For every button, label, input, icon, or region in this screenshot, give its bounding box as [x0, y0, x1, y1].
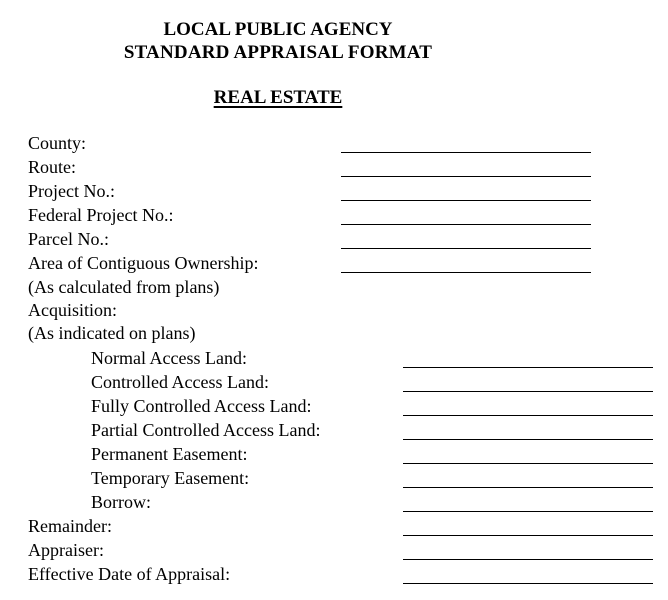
partial-controlled-label: Partial Controlled Access Land: — [91, 420, 321, 440]
federal-project-no-blank-line[interactable] — [341, 224, 591, 225]
permanent-easement-blank-line[interactable] — [403, 463, 653, 464]
normal-access-blank-line[interactable] — [403, 367, 653, 368]
parcel-no-blank-line[interactable] — [341, 248, 591, 249]
fully-controlled-label: Fully Controlled Access Land: — [91, 396, 312, 416]
section-title: REAL ESTATE — [213, 87, 343, 108]
area-contiguous-label: Area of Contiguous Ownership: — [28, 253, 259, 273]
area-note-label: (As calculated from plans) — [28, 277, 220, 297]
route-blank-line[interactable] — [341, 176, 591, 177]
temporary-easement-blank-line[interactable] — [403, 487, 653, 488]
parcel-no-label: Parcel No.: — [28, 229, 109, 249]
effective-date-label: Effective Date of Appraisal: — [28, 564, 231, 584]
project-no-blank-line[interactable] — [341, 200, 591, 201]
borrow-label: Borrow: — [91, 492, 151, 512]
project-no-label: Project No.: — [28, 181, 115, 201]
acquisition-note-label: (As indicated on plans) — [28, 323, 196, 343]
temporary-easement-label: Temporary Easement: — [91, 468, 250, 488]
route-label: Route: — [28, 157, 76, 177]
county-blank-line[interactable] — [341, 152, 591, 153]
controlled-access-label: Controlled Access Land: — [91, 372, 269, 392]
area-contiguous-blank-line[interactable] — [341, 272, 591, 273]
permanent-easement-label: Permanent Easement: — [91, 444, 248, 464]
acquisition-label: Acquisition: — [28, 300, 117, 320]
borrow-blank-line[interactable] — [403, 511, 653, 512]
appraiser-blank-line[interactable] — [403, 559, 653, 560]
partial-controlled-blank-line[interactable] — [403, 439, 653, 440]
county-label: County: — [28, 133, 87, 153]
effective-date-blank-line[interactable] — [403, 583, 653, 584]
remainder-label: Remainder: — [28, 516, 112, 536]
format-title: STANDARD APPRAISAL FORMAT — [123, 42, 433, 63]
federal-project-no-label: Federal Project No.: — [28, 205, 174, 225]
remainder-blank-line[interactable] — [403, 535, 653, 536]
agency-title: LOCAL PUBLIC AGENCY — [163, 19, 393, 40]
fully-controlled-blank-line[interactable] — [403, 415, 653, 416]
controlled-access-blank-line[interactable] — [403, 391, 653, 392]
appraiser-label: Appraiser: — [28, 540, 104, 560]
normal-access-label: Normal Access Land: — [91, 348, 247, 368]
